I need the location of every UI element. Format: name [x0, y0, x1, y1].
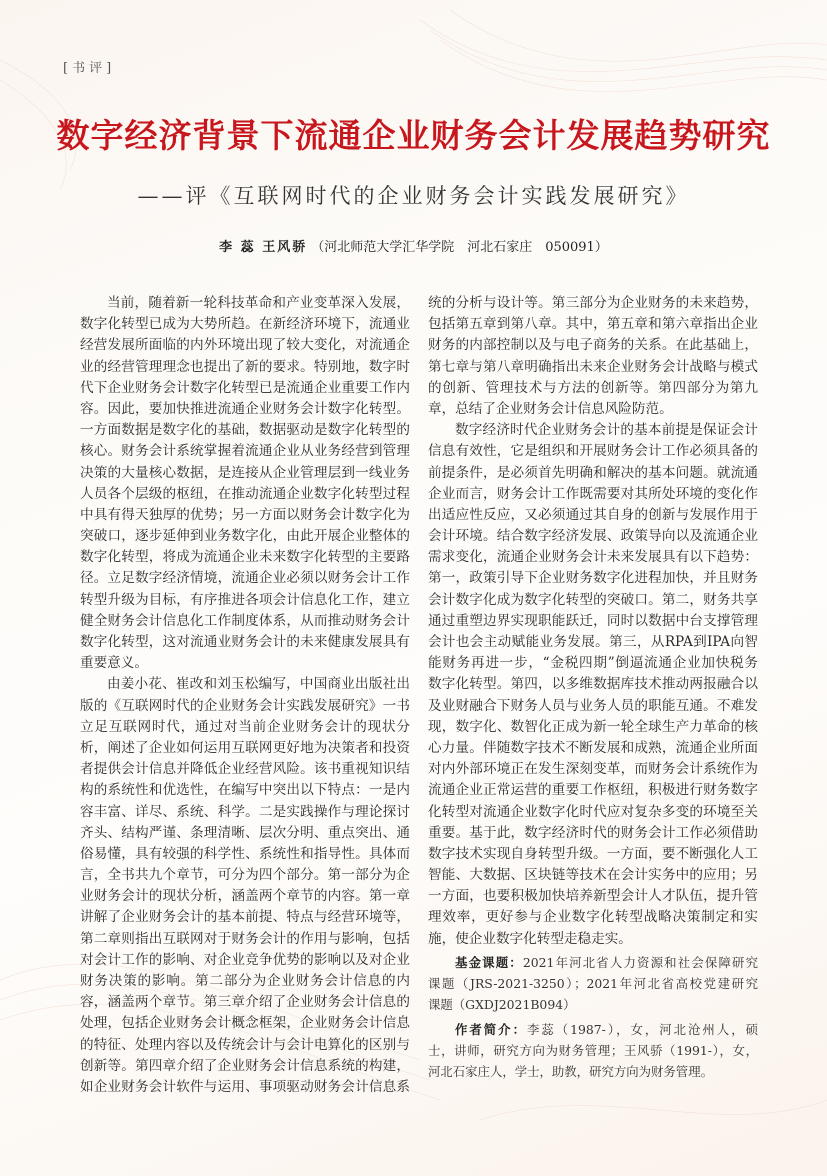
text-line: 齐头、结构严谨、条理清晰、层次分明、重点突出、通: [80, 824, 410, 841]
left-column: [80, 293, 410, 1098]
text-line: 数字化转型。第四，以多维数据库技术推动两报融合以: [428, 676, 758, 693]
text-line: 企业而言，财务会计工作既需要对其所处环境的变化作: [428, 485, 758, 502]
text-line: 财务决策的影响。第二部分为企业财务会计信息的内: [80, 973, 410, 989]
text-line: 数字技术实现自身转型升级。一方面，要不断强化人工: [428, 845, 758, 862]
text-line: 突破口，逐步延伸到业务数字化，由此开展企业整体的: [80, 528, 410, 545]
text-line: 及业财融合下财务人员与业务人员的职能互通。不难发: [428, 697, 758, 714]
text-line: 通过重塑边界实现职能跃迁，同时以数据中台支撑管理: [428, 612, 758, 629]
bio-text: 李蕊（1987-），女，河北沧州人，硕: [526, 1022, 758, 1037]
text-line: 一方面，也要积极加快培养新型会计人才队伍，提升管: [428, 888, 758, 905]
fund-label: 基金课题：: [455, 955, 523, 970]
text-line: 核心。财务会计系统掌握着流通企业从业务经营到管理: [80, 443, 410, 460]
author-names: 李 蕊 王风骄: [219, 240, 308, 255]
text-line: 者提供会计信息并降低企业经营风险。该书重视知识结: [80, 761, 410, 778]
text-line: 会计也会主动赋能业务发展。第三，从RPA到IPA向智: [428, 634, 758, 650]
text-line: 信息有效性，它是组织和开展财务会计工作必须具备的: [428, 443, 758, 460]
article-notes: [428, 952, 758, 1082]
text-line: 的特征、处理内容以及传统会计与会计电算化的区别与: [80, 1036, 410, 1053]
text-line: 能财务再进一步，“金税四期”倒逼流通企业加快税务: [428, 655, 758, 672]
text-line: 容，涵盖两个章节。第三章介绍了企业财务会计信息的: [80, 994, 410, 1011]
text-line: 经营发展所面临的内外环境出现了较大变化，对流通企: [80, 337, 410, 354]
text-line: 言，全书共九个章节，可分为四个部分。第一部分为企: [80, 867, 410, 884]
article-subtitle: ——评《互联网时代的企业财务会计实践发展研究》: [137, 184, 690, 208]
text-line: 前提条件，是必须首先明确和解决的基本问题。就流通: [428, 464, 758, 481]
fund-line: [428, 952, 758, 973]
text-line: 数字化转型，将成为流通企业未来数字化转型的主要路: [80, 549, 410, 566]
paragraph: [80, 293, 410, 674]
text-line: 会计数字化成为数字化转型的突破口。第二，财务共享: [428, 591, 758, 608]
text-line: 对内外部环境正在发生深刻变革，而财务会计系统作为: [428, 761, 758, 778]
text-line: 处理，包括企业财务会计概念框架，企业财务会计信息: [80, 1015, 410, 1032]
text-line: 需求变化，流通企业财务会计未来发展具有以下趋势：: [428, 549, 758, 566]
text-line: 数字化转型，这对流通业财务会计的未来健康发展具有: [80, 634, 410, 650]
text-line: 创新等。第四章介绍了企业财务会计信息系统的构建，: [80, 1057, 410, 1074]
text-line: 财务的内部控制以及与电子商务的关系。在此基础上，: [428, 337, 758, 354]
text-line: 心力量。伴随数字技术不断发展和成熟，流通企业所面: [428, 739, 758, 756]
text-line: 析，阐述了企业如何运用互联网更好地为决策者和投资: [80, 739, 410, 756]
text-line: 第二章则指出互联网对于财务会计的作用与影响，包括: [80, 930, 410, 947]
article-title: 数字经济背景下流通企业财务会计发展趋势研究: [56, 116, 771, 155]
text-line: 的创新、管理技术与方法的创新等。第四部分为第九: [428, 379, 758, 396]
text-line: 第一，政策引导下企业财务数字化进程加快，并且财务: [428, 570, 758, 587]
author-line: [0, 236, 827, 255]
text-line: 业的经营管理理念也提出了新的要求。特别地，数字时: [80, 358, 410, 375]
text-line: 一方面数据是数字化的基础，数据驱动是数字化转型的: [80, 422, 410, 439]
text-line: 章，总结了企业财务会计信息风险防范。: [428, 400, 673, 417]
text-line: 智能、大数据、区块链等技术在会计实务中的应用；另: [428, 867, 758, 884]
text-line: 代下企业财务会计数字化转型已是流通企业重要工作内: [80, 379, 410, 396]
text-line: 如企业财务会计软件与运用、事项驱动财务会计信息系: [80, 1078, 410, 1095]
paragraph: [428, 293, 758, 420]
text-line: 流通企业正常运营的重要工作枢纽，积极进行财务数字: [428, 782, 758, 799]
bio-label: 作者简介：: [455, 1022, 527, 1037]
text-line: 容。因此，要加快推进流通企业财务会计数字化转型。: [80, 400, 410, 417]
text-line: 会计环境。结合数字经济发展、政策导向以及流通企业: [428, 528, 758, 545]
author-affiliation: （河北师范大学汇华学院 河北石家庄 050091）: [311, 240, 608, 255]
text-line: 转型升级为目标，有序推进各项会计信息化工作，建立: [80, 591, 410, 608]
text-line: 化转型对流通企业数字化时代应对复杂多变的环境至关: [428, 803, 758, 820]
text-line: 版的《互联网时代的企业财务会计实践发展研究》一书: [80, 697, 410, 714]
bio-line: 士，讲师，研究方向为财务管理；王风骄（1991-），女，: [428, 1043, 758, 1058]
text-line: 由姜小花、崔改和刘玉松编写，中国商业出版社出: [107, 676, 410, 693]
fund-text: 2021年河北省人力资源和社会保障研究: [522, 955, 758, 970]
right-column: [428, 293, 758, 950]
bio-line: [428, 1019, 758, 1040]
text-line: 讲解了企业财务会计的基本前提、特点与经营环境等，: [80, 909, 410, 926]
fund-line: 课题（GXDJ2021B094）: [428, 997, 576, 1012]
text-line: 第七章与第八章明确指出未来企业财务会计战略与模式: [428, 358, 758, 375]
text-line: 立足互联网时代，通过对当前企业财务会计的现状分: [80, 718, 410, 735]
text-line: 决策的大量核心数据，是连接从企业管理层到一线业务: [80, 464, 410, 481]
fund-line: 课题（JRS-2021-3250）；2021年河北省高校党建研究: [428, 976, 758, 991]
paragraph: [80, 674, 410, 1098]
text-line: 健全财务会计信息化工作制度体系，从而推动财务会计: [80, 612, 410, 629]
text-line: 对会计工作的影响、对企业竞争优势的影响以及对企业: [80, 951, 410, 968]
text-line: 包括第五章到第八章。其中，第五章和第六章指出企业: [428, 316, 758, 333]
section-tag: [书评]: [63, 61, 116, 76]
bio-line: 河北石家庄人，学士，助教，研究方向为财务管理。: [428, 1064, 713, 1079]
text-line: 业财务会计的现状分析，涵盖两个章节的内容。第一章: [80, 888, 410, 905]
text-line: 俗易懂，具有较强的科学性、系统性和指导性。具体而: [80, 845, 410, 862]
text-line: 数字化转型已成为大势所趋。在新经济环境下，流通业: [80, 316, 410, 333]
text-line: 人员各个层级的枢纽，在推动流通企业数字化转型过程: [80, 485, 410, 502]
text-line: 重要。基于此，数字经济时代的财务会计工作必须借助: [428, 824, 758, 841]
text-line: 出适应性反应，又必须通过其自身的创新与发展作用于: [428, 506, 758, 523]
text-line: 重要意义。: [80, 655, 148, 672]
text-line: 施，使企业数字化转型走稳走实。: [428, 930, 632, 947]
text-line: 中具有得天独厚的优势；另一方面以财务会计数字化为: [80, 506, 410, 523]
text-line: 数字经济时代企业财务会计的基本前提是保证会计: [455, 422, 758, 439]
text-line: 理效率，更好参与企业数字化转型战略决策制定和实: [428, 909, 758, 926]
text-line: 构的系统性和优选性，在编写中突出以下特点：一是内: [80, 782, 410, 799]
text-line: 当前，随着新一轮科技革命和产业变革深入发展，: [107, 295, 410, 311]
paragraph: [428, 420, 758, 950]
text-line: 现，数字化、数智化正成为新一轮全球生产力革命的核: [428, 718, 758, 735]
text-line: 容丰富、详尽、系统、科学。二是实践操作与理论探讨: [80, 803, 410, 820]
text-line: 径。立足数字经济情境，流通企业必须以财务会计工作: [80, 570, 410, 587]
text-line: 统的分析与设计等。第三部分为企业财务的未来趋势，: [428, 295, 758, 311]
